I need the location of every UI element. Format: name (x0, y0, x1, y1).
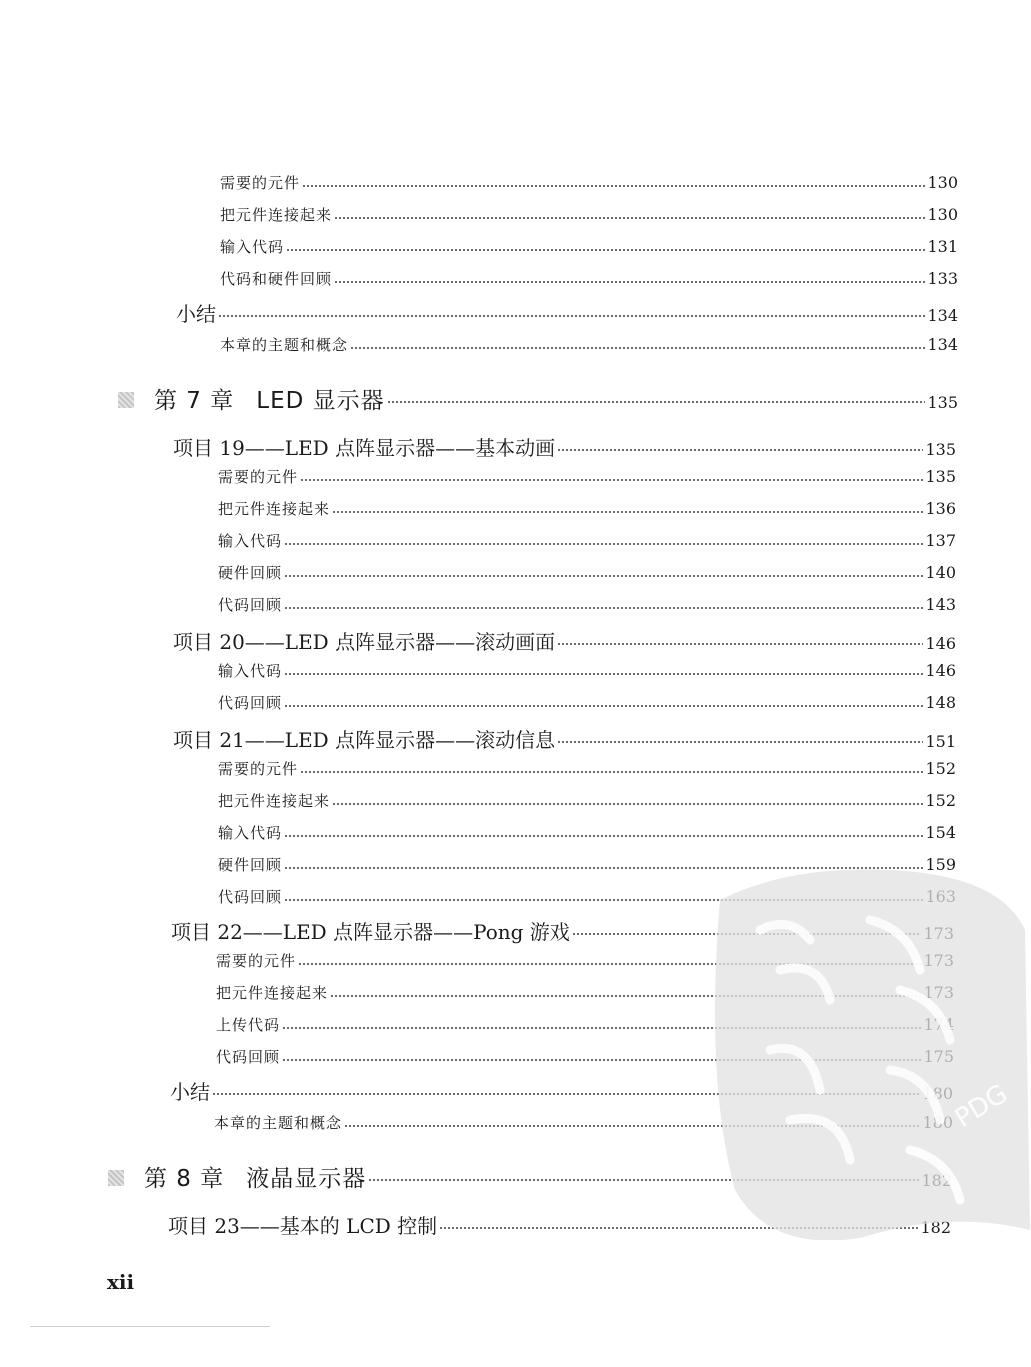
toc-entry-project-20[interactable]: 项目 20——LED 点阵显示器——滚动画面 146 (173, 630, 956, 654)
toc-entry-components-needed[interactable]: 需要的元件 (216, 950, 954, 971)
toc-entry-code-review[interactable]: 代码回顾 (218, 886, 956, 907)
toc-entry-topics[interactable]: 本章的主题和概念 134 (220, 335, 958, 354)
toc-chapter-7[interactable]: 第 7 章 LED 显示器 135 (118, 382, 958, 415)
toc-entry-assemble[interactable]: 把元件连接起来 136 (218, 499, 956, 518)
toc-entry-code-hardware-review[interactable]: 代码和硬件回顾 133 (220, 269, 958, 288)
toc-entry-summary[interactable]: 小结 (170, 1076, 953, 1105)
toc-entry-code-review[interactable]: 代码回顾 (216, 1046, 954, 1067)
toc-entry-hardware-review[interactable]: 硬件回顾 159 (218, 855, 956, 874)
toc-entry-project-19[interactable]: 项目 19——LED 点阵显示器——基本动画 135 (173, 436, 956, 460)
toc-entry-project-23[interactable]: 项目 23——基本的 LCD 控制 182 (168, 1214, 951, 1238)
toc-entry-upload-code[interactable]: 上传代码 (216, 1014, 954, 1035)
toc-entry-project-21[interactable]: 项目 21——LED 点阵显示器——滚动信息 151 (173, 728, 956, 752)
toc-entry-code-review[interactable]: 代码回顾 148 (218, 693, 956, 712)
toc-entry-summary[interactable]: 小结 134 (176, 302, 958, 326)
toc-entry-enter-code[interactable]: 输入代码 154 (218, 823, 956, 842)
toc-entry-code-review[interactable]: 代码回顾 143 (218, 595, 956, 614)
footer-rule (30, 1326, 270, 1327)
page-number: xii (107, 1270, 135, 1294)
toc-entry-topics[interactable]: 本章的主题和概念 (214, 1112, 953, 1133)
toc-chapter-8[interactable]: 第 8 章 液晶显示器 (108, 1160, 952, 1193)
toc-entry-project-22[interactable]: 项目 22——LED 点阵显示器——Pong 游戏 (171, 916, 954, 945)
toc-entry-assemble[interactable]: 把元件连接起来 (216, 982, 954, 1003)
toc-entry-components-needed[interactable]: 需要的元件 130 (220, 173, 958, 192)
chapter-marker-icon (108, 1170, 124, 1186)
watermark-text: PDG (949, 1078, 1014, 1134)
toc-entry-components-needed[interactable]: 需要的元件 152 (218, 759, 956, 778)
chapter-marker-icon (118, 392, 134, 408)
toc-entry-enter-code[interactable]: 输入代码 146 (218, 661, 956, 680)
toc-entry-enter-code[interactable]: 输入代码 131 (220, 237, 958, 256)
toc-entry-components-needed[interactable]: 需要的元件 135 (218, 467, 956, 486)
toc-entry-hardware-review[interactable]: 硬件回顾 140 (218, 563, 956, 582)
toc-entry-assemble[interactable]: 把元件连接起来 152 (218, 791, 956, 810)
toc-entry-assemble[interactable]: 把元件连接起来 130 (220, 205, 958, 224)
toc-entry-enter-code[interactable]: 输入代码 137 (218, 531, 956, 550)
watermark-seal (700, 860, 1030, 1240)
